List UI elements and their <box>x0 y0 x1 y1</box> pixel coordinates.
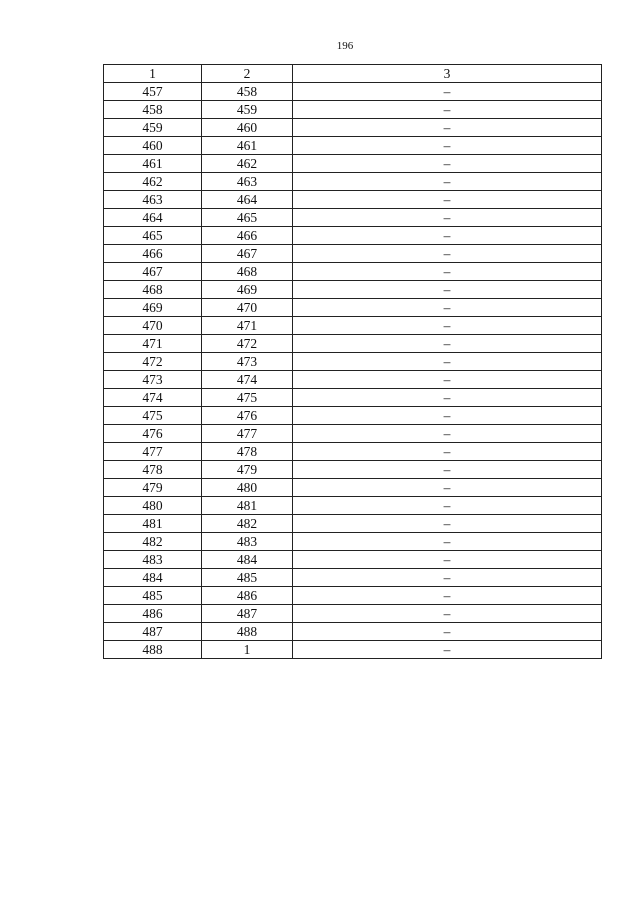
table-cell-col-1: 474 <box>104 389 202 407</box>
table-row <box>104 389 602 407</box>
table-cell-col-1: 477 <box>104 443 202 461</box>
table-cell-col-2: 462 <box>202 155 293 173</box>
column-header-1: 1 <box>104 65 202 83</box>
table-row <box>104 587 602 605</box>
table-cell-col-2: 465 <box>202 209 293 227</box>
table-cell-col-2: 479 <box>202 461 293 479</box>
table-row <box>104 173 602 191</box>
table-cell-col-3: – <box>293 227 602 245</box>
table-cell-col-3: – <box>293 587 602 605</box>
table-cell-col-3: – <box>293 263 602 281</box>
table-cell-col-2: 484 <box>202 551 293 569</box>
table-cell-col-3: – <box>293 533 602 551</box>
table-cell-col-1: 465 <box>104 227 202 245</box>
table-cell-col-2: 473 <box>202 353 293 371</box>
table-row <box>104 317 602 335</box>
table-cell-col-1: 472 <box>104 353 202 371</box>
table-cell-col-1: 469 <box>104 299 202 317</box>
table-row <box>104 227 602 245</box>
table-cell-col-2: 459 <box>202 101 293 119</box>
table-cell-col-1: 470 <box>104 317 202 335</box>
table-cell-col-2: 471 <box>202 317 293 335</box>
table-cell-col-2: 468 <box>202 263 293 281</box>
column-header-3: 3 <box>293 65 602 83</box>
table-row <box>104 191 602 209</box>
table-row <box>104 515 602 533</box>
table-row <box>104 443 602 461</box>
table-cell-col-1: 481 <box>104 515 202 533</box>
table-cell-col-1: 459 <box>104 119 202 137</box>
table-cell-col-3: – <box>293 407 602 425</box>
table-cell-col-3: – <box>293 173 602 191</box>
table-cell-col-2: 466 <box>202 227 293 245</box>
table-cell-col-3: – <box>293 461 602 479</box>
table-cell-col-2: 461 <box>202 137 293 155</box>
table-cell-col-3: – <box>293 137 602 155</box>
table-row <box>104 641 602 659</box>
table-cell-col-3: – <box>293 641 602 659</box>
table-row <box>104 299 602 317</box>
table-cell-col-2: 469 <box>202 281 293 299</box>
table-cell-col-1: 468 <box>104 281 202 299</box>
table-cell-col-3: – <box>293 569 602 587</box>
table-cell-col-3: – <box>293 515 602 533</box>
table-cell-col-2: 476 <box>202 407 293 425</box>
table-cell-col-1: 473 <box>104 371 202 389</box>
table-row <box>104 623 602 641</box>
table-cell-col-3: – <box>293 425 602 443</box>
table-row <box>104 137 602 155</box>
table-cell-col-3: – <box>293 605 602 623</box>
table-cell-col-1: 484 <box>104 569 202 587</box>
table-cell-col-3: – <box>293 443 602 461</box>
table-cell-col-2: 488 <box>202 623 293 641</box>
table-row <box>104 353 602 371</box>
table-cell-col-1: 458 <box>104 101 202 119</box>
table-cell-col-2: 482 <box>202 515 293 533</box>
table-cell-col-3: – <box>293 281 602 299</box>
table-cell-col-2: 478 <box>202 443 293 461</box>
table-cell-col-1: 480 <box>104 497 202 515</box>
table-cell-col-2: 487 <box>202 605 293 623</box>
table-cell-col-1: 476 <box>104 425 202 443</box>
table-cell-col-3: – <box>293 335 602 353</box>
data-table <box>103 64 602 659</box>
table-row <box>104 479 602 497</box>
table-row <box>104 407 602 425</box>
table-cell-col-3: – <box>293 353 602 371</box>
table-cell-col-1: 478 <box>104 461 202 479</box>
table-cell-col-1: 463 <box>104 191 202 209</box>
table-row <box>104 533 602 551</box>
column-header-2: 2 <box>202 65 293 83</box>
table-cell-col-2: 481 <box>202 497 293 515</box>
table-cell-col-2: 477 <box>202 425 293 443</box>
table-cell-col-2: 485 <box>202 569 293 587</box>
table-row <box>104 371 602 389</box>
header-row <box>104 65 602 83</box>
table-row <box>104 461 602 479</box>
table-cell-col-1: 467 <box>104 263 202 281</box>
table-cell-col-1: 475 <box>104 407 202 425</box>
page-number: 196 <box>336 40 354 52</box>
table-cell-col-1: 488 <box>104 641 202 659</box>
table-cell-col-1: 466 <box>104 245 202 263</box>
table-row <box>104 425 602 443</box>
table-cell-col-1: 471 <box>104 335 202 353</box>
table-row <box>104 209 602 227</box>
table-cell-col-2: 467 <box>202 245 293 263</box>
table-cell-col-2: 1 <box>202 641 293 659</box>
table-cell-col-2: 486 <box>202 587 293 605</box>
table-cell-col-3: – <box>293 317 602 335</box>
table-row <box>104 245 602 263</box>
table-cell-col-1: 461 <box>104 155 202 173</box>
table-cell-col-1: 460 <box>104 137 202 155</box>
table-cell-col-3: – <box>293 155 602 173</box>
table-cell-col-1: 464 <box>104 209 202 227</box>
table-cell-col-1: 486 <box>104 605 202 623</box>
table-cell-col-3: – <box>293 389 602 407</box>
table-cell-col-3: – <box>293 551 602 569</box>
table-row <box>104 119 602 137</box>
table-row <box>104 83 602 101</box>
table-cell-col-1: 457 <box>104 83 202 101</box>
table-cell-col-2: 463 <box>202 173 293 191</box>
table-cell-col-3: – <box>293 623 602 641</box>
table-row <box>104 569 602 587</box>
table-row <box>104 263 602 281</box>
table-cell-col-3: – <box>293 497 602 515</box>
table-cell-col-3: – <box>293 83 602 101</box>
table-row <box>104 101 602 119</box>
table-cell-col-2: 464 <box>202 191 293 209</box>
table-cell-col-3: – <box>293 209 602 227</box>
table-row <box>104 551 602 569</box>
table-cell-col-2: 460 <box>202 119 293 137</box>
table-cell-col-2: 483 <box>202 533 293 551</box>
table-cell-col-1: 482 <box>104 533 202 551</box>
table-cell-col-3: – <box>293 191 602 209</box>
table-cell-col-3: – <box>293 119 602 137</box>
table-cell-col-2: 470 <box>202 299 293 317</box>
table-cell-col-1: 487 <box>104 623 202 641</box>
table-row <box>104 155 602 173</box>
table-body <box>104 83 602 659</box>
table-cell-col-3: – <box>293 101 602 119</box>
table-cell-col-3: – <box>293 479 602 497</box>
table-cell-col-2: 480 <box>202 479 293 497</box>
table-cell-col-2: 472 <box>202 335 293 353</box>
table-cell-col-2: 474 <box>202 371 293 389</box>
table-cell-col-1: 485 <box>104 587 202 605</box>
table-cell-col-2: 458 <box>202 83 293 101</box>
table-row <box>104 281 602 299</box>
table-cell-col-2: 475 <box>202 389 293 407</box>
table-cell-col-1: 479 <box>104 479 202 497</box>
table-row <box>104 605 602 623</box>
table-header <box>104 65 602 83</box>
table-cell-col-3: – <box>293 245 602 263</box>
table-cell-col-3: – <box>293 299 602 317</box>
table-row <box>104 497 602 515</box>
table-cell-col-1: 483 <box>104 551 202 569</box>
table-row <box>104 335 602 353</box>
table-cell-col-1: 462 <box>104 173 202 191</box>
table-cell-col-3: – <box>293 371 602 389</box>
